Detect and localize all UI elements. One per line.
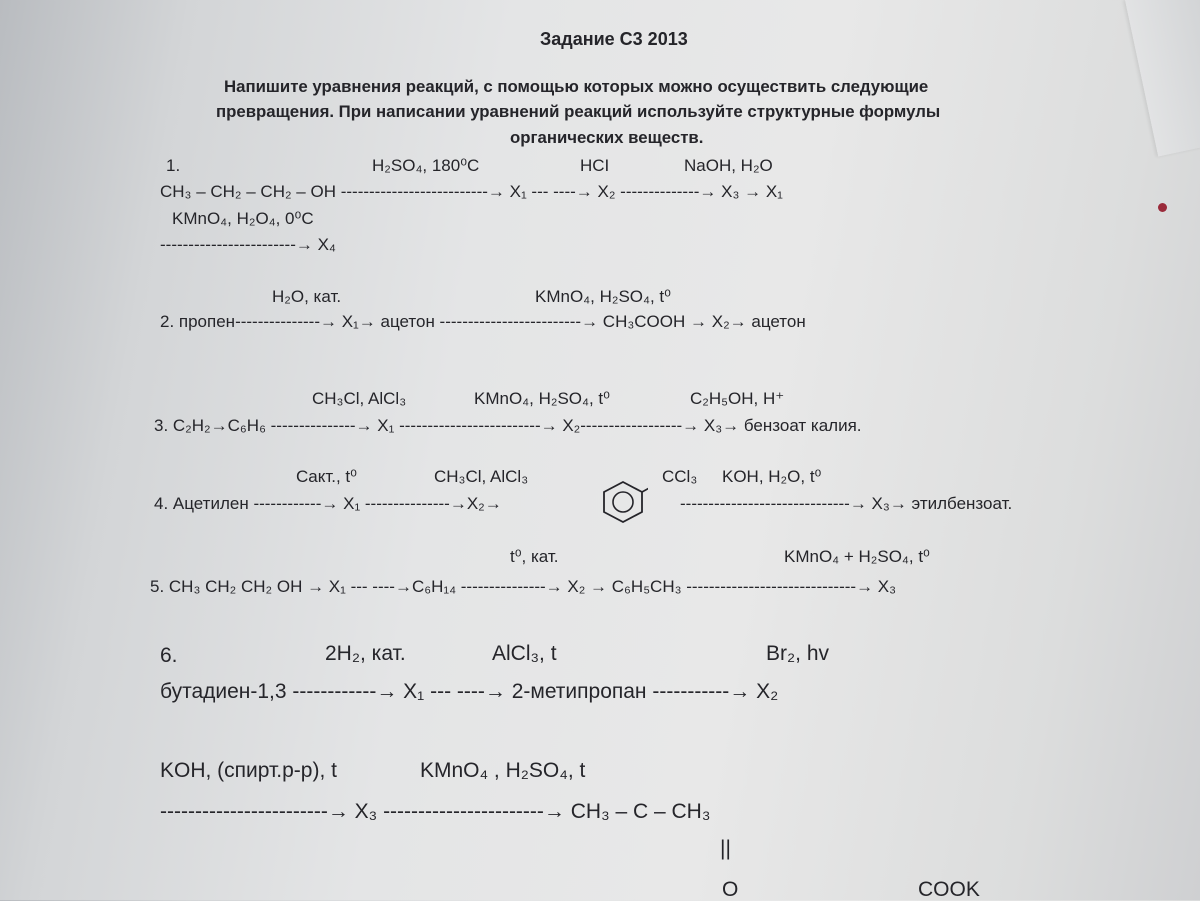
task6-scheme: бутадиен-1,3 ------------→ X₁ --- ----→ 2-метипропан -----------→ X₂ bbox=[160, 680, 779, 703]
task2-scheme: 2. пропен---------------→ X₁→ ацетон -------------------------→ CH₃COOH → X₂→ ацетон bbox=[160, 312, 806, 331]
task1-scheme-2: ------------------------→ X₄ bbox=[160, 235, 336, 254]
task6-number: 6. bbox=[160, 644, 178, 667]
instruction-line-2: превращения. При написании уравнений реакций используйте структурные формулы bbox=[216, 102, 941, 121]
page-title: Задание С3 2013 bbox=[540, 29, 688, 49]
paper-edge bbox=[1125, 0, 1200, 157]
benzene-ring-structure bbox=[598, 478, 648, 526]
task6-reagent-c: Br₂, hv bbox=[766, 642, 829, 665]
task3-reagent-b: KMnO₄, H₂SO₄, t⁰ bbox=[474, 389, 610, 408]
task1-reagent-d: KMnO₄, H₂O₄, 0⁰C bbox=[172, 209, 314, 228]
instruction-line-1: Напишите уравнения реакций, с помощью которых можно осуществить следующие bbox=[224, 77, 929, 96]
task6-reagent-b: AlCl₃, t bbox=[492, 642, 557, 665]
task1-reagent-b: HCI bbox=[580, 156, 610, 175]
task4-reagent-b: CH₃Cl, AlCl₃ bbox=[434, 467, 529, 486]
task6-reagent-d: KOH, (спирт.р-р), t bbox=[160, 759, 337, 782]
task1-scheme: CH₃ – CH₂ – CH₂ – OH --------------------------→ X₁ --- ----→ X₂ --------------→ X₃ → X₁ bbox=[160, 182, 783, 201]
task1-number: 1. bbox=[166, 156, 181, 175]
task6-reagent-a: 2H₂, кат. bbox=[325, 642, 406, 665]
cook-label: COOK bbox=[918, 878, 980, 901]
task4-reagent-a: Cакт., t⁰ bbox=[296, 467, 357, 486]
carbonyl-oxygen: O bbox=[722, 878, 739, 901]
task5-reagent-b: KMnO₄ + H₂SO₄, t⁰ bbox=[784, 547, 930, 566]
carbonyl-double-bond: || bbox=[720, 837, 731, 860]
task6-scheme-2: ------------------------→ X₃ -----------------------→ CH₃ – C – CH₃ bbox=[160, 800, 711, 823]
task6-reagent-e: KMnO₄ , H₂SO₄, t bbox=[420, 759, 586, 782]
task1-reagent-c: NaOH, H₂O bbox=[684, 156, 773, 175]
task5-reagent-a: t⁰, кат. bbox=[510, 547, 559, 566]
task4-scheme-right: ------------------------------→ X₃→ этилбензоат. bbox=[680, 494, 1013, 513]
task4-reagent-d: KOH, H₂O, t⁰ bbox=[722, 467, 822, 486]
task4-scheme-left: 4. Ацетилен ------------→ X₁ ---------------→X₂→ bbox=[154, 494, 502, 513]
ink-spot bbox=[1158, 203, 1167, 212]
task2-reagent-b: KMnO₄, H₂SO₄, t⁰ bbox=[535, 287, 671, 306]
task3-reagent-c: C₂H₅OH, H⁺ bbox=[690, 389, 785, 408]
task1-reagent-a: H₂SO₄, 180⁰C bbox=[372, 156, 480, 175]
task3-reagent-a: CH₃Cl, AlCl₃ bbox=[312, 389, 407, 408]
task2-reagent-a: H₂O, кат. bbox=[272, 287, 342, 306]
task5-scheme: 5. CH₃ CH₂ CH₂ OH → X₁ --- ----→C₆H₁₄ ---------------→ X₂ → C₆H₅CH₃ ------------------------------→ X₃ bbox=[150, 577, 897, 596]
instruction-line-3: органических веществ. bbox=[510, 128, 704, 147]
task4-reagent-c: CCl₃ bbox=[662, 467, 698, 486]
task3-scheme: 3. C₂H₂→C₆H₆ ---------------→ X₁ -------------------------→ X₂------------------→ X₃→ бензоат калия. bbox=[154, 416, 862, 435]
